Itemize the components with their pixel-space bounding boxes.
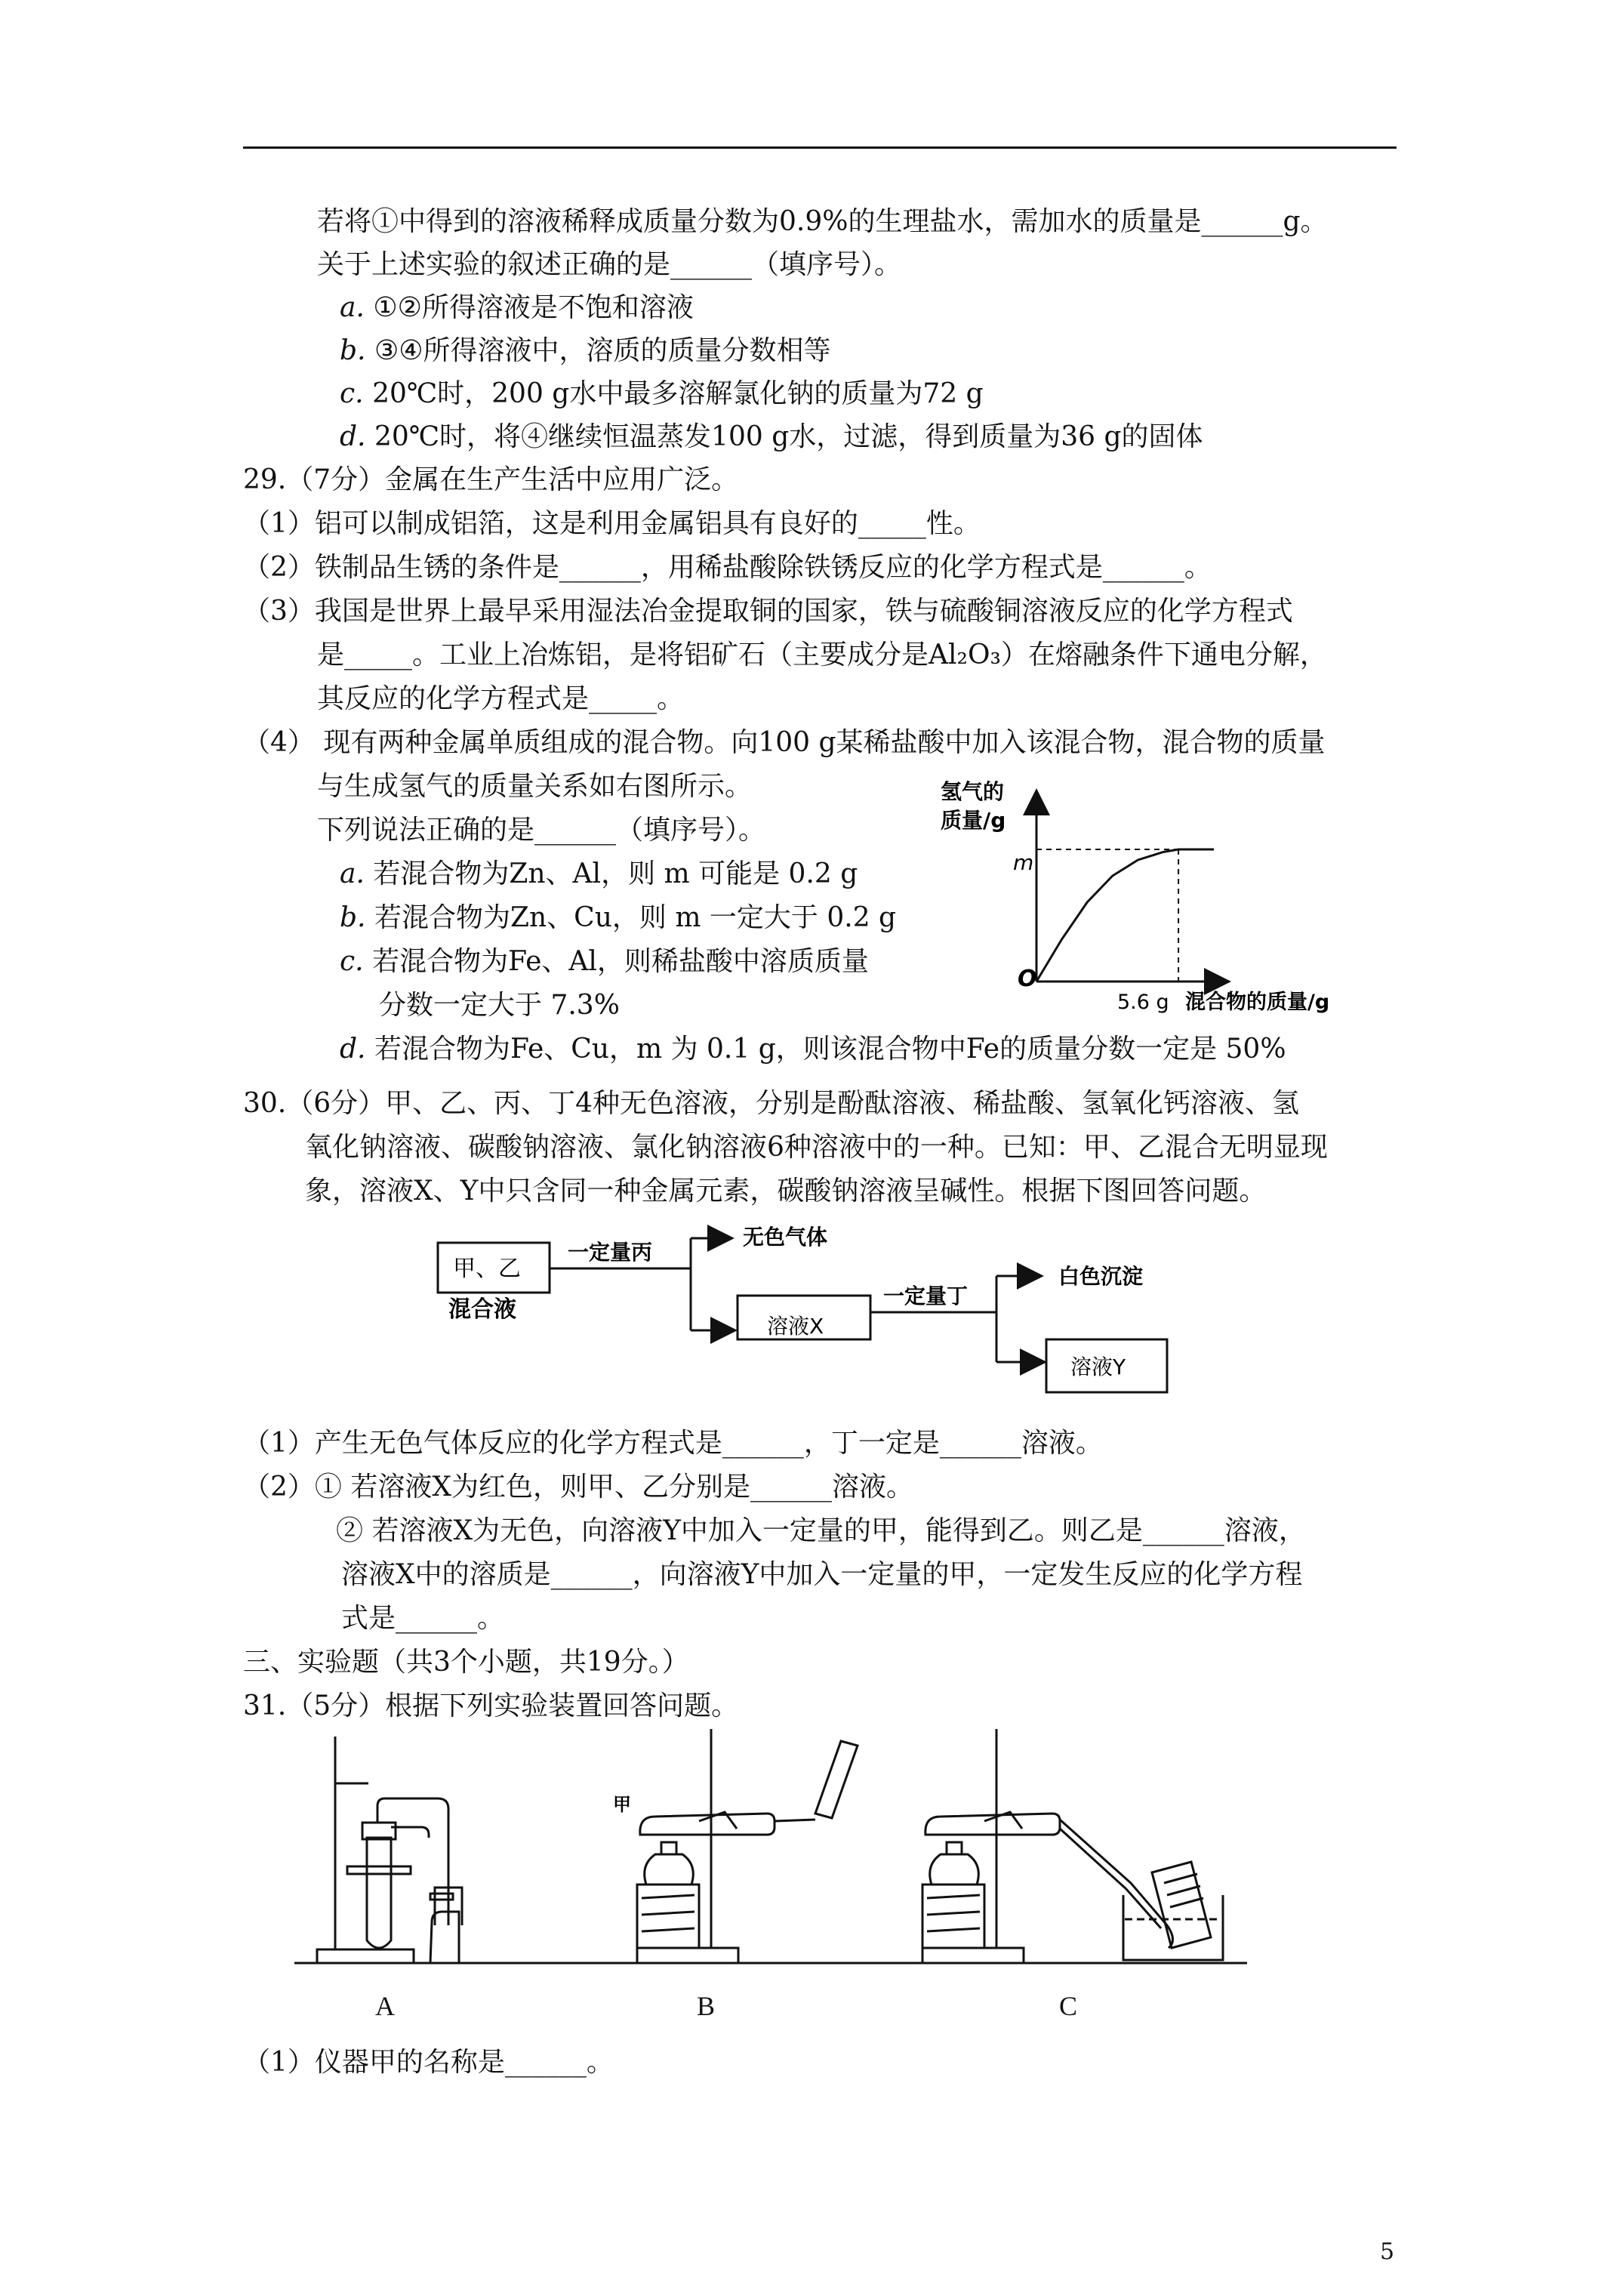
q29-part-3a: （3）我国是世界上最早采用湿法冶金提取铜的国家，铁与硫酸铜溶液反应的化学方程式 [243,596,1293,627]
option-text: 若混合物为Zn、Al，则 m 可能是 0.2 g [373,858,858,889]
cont-line-1: 若将①中得到的溶液稀释成质量分数为0.9%的生理盐水，需加水的质量是______g。 [317,206,1328,237]
solution-x-label: 溶液X [767,1314,824,1339]
q30-line-2: 氧化钠溶液、碳酸钠溶液、氯化钠溶液6种溶液中的一种。已知：甲、乙混合无明显现 [305,1132,1328,1163]
hydrogen-mass-chart [929,770,1397,1027]
q29-option-a [340,858,858,891]
option-text: 若混合物为Fe、Al，则稀盐酸中溶质质量 [372,946,869,977]
option-text: ③④所得溶液中，溶质的质量分数相等 [374,335,831,366]
section-3-heading: 三、实验题（共3个小题，共19分。） [243,1647,689,1678]
cont-option-b [340,334,831,368]
q29-stem: 29.（7分）金属在生产生活中应用广泛。 [243,464,739,495]
q29-part-3b: 是_____。工业上冶炼铝，是将铝矿石（主要成分是Al₂O₃）在熔融条件下通电分解， [317,639,1327,670]
cont-option-d [340,421,1203,454]
page-number: 5 [1380,2239,1395,2265]
jia-label: 甲 [613,1794,631,1815]
option-text: 20℃时，200 g水中最多溶解氯化钠的质量为72 g [372,378,984,409]
x-mark-label: 5.6 g [1117,991,1169,1014]
cont-option-c [340,378,984,411]
gas-label: 无色气体 [743,1225,828,1250]
q29-option-c-cont: 分数一定大于 7.3% [379,990,620,1021]
option-letter: a. [340,858,365,889]
header-rule [243,146,1397,149]
option-text: ①②所得溶液是不饱和溶液 [373,292,694,323]
cont-option-a [340,291,694,325]
lab-apparatus-figure [287,1721,1268,1978]
option-text: 20℃时，将④继续恒温蒸发100 g水，过滤，得到质量为36 g的固体 [374,421,1203,452]
q31-stem: 31.（5分）根据下列实验装置回答问题。 [243,1690,739,1721]
mix-box-sublabel: 混合液 [448,1296,516,1323]
option-letter: d. [340,421,366,452]
q30-part-2c: 溶液X中的溶质是______，向溶液Y中加入一定量的甲，一定发生反应的化学方程 [341,1559,1303,1590]
q29-option-c [340,945,869,978]
option-letter: c. [340,378,364,409]
q29-part-4b: 与生成氢气的质量关系如右图所示。 [317,771,753,802]
q29-option-d [340,1033,1286,1066]
precipitate-label: 白色沉淀 [1058,1264,1144,1289]
q29-part-2: （2）铁制品生锈的条件是______，用稀盐酸除铁锈反应的化学方程式是______。 [243,552,1212,583]
solution-y-label: 溶液Y [1070,1354,1126,1379]
q30-part-1: （1）产生无色气体反应的化学方程式是______，丁一定是______溶液。 [243,1428,1103,1459]
q30-line-3: 象，溶液X、Y中只含同一种金属元素，碳酸钠溶液呈碱性。根据下图回答问题。 [305,1176,1267,1207]
option-letter: c. [340,946,364,977]
q29-option-b [340,901,896,935]
option-letter: b. [340,335,366,366]
q30-part-2d: 式是______。 [341,1603,505,1634]
q30-line-1: 30.（6分）甲、乙、丙、丁4种无色溶液，分别是酚酞溶液、稀盐酸、氢氧化钙溶液、氢 [243,1088,1300,1119]
x-axis-label: 混合物的质量/g [1185,991,1330,1014]
apparatus-c [922,1729,1223,1963]
option-letter: a. [340,292,365,323]
reaction-flow-diagram [430,1216,1185,1404]
apparatus-b [637,1729,858,1963]
mix-box-label: 甲、乙 [453,1256,521,1282]
y-axis-label-1: 氢气的 [941,779,1005,804]
q30-part-2b: ② 若溶液X为无色，向溶液Y中加入一定量的甲，能得到乙。则乙是______溶液， [336,1515,1306,1546]
option-letter: b. [340,902,366,933]
y-axis-label-2: 质量/g [941,808,1006,833]
apparatus-label-b: B [697,1991,716,2021]
cont-line-2: 关于上述实验的叙述正确的是______（填序号）。 [317,249,902,280]
option-letter: d. [340,1034,366,1065]
q31-part-1: （1）仪器甲的名称是______。 [243,2047,614,2078]
apparatus-label-c: C [1059,1991,1078,2021]
option-text: 若混合物为Fe、Cu，m 为 0.1 g，则该混合物中Fe的质量分数一定是 50% [374,1034,1286,1065]
q30-part-2a: （2）① 若溶液X为红色，则甲、乙分别是______溶液。 [243,1472,913,1502]
option-text: 若混合物为Zn、Cu，则 m 一定大于 0.2 g [374,902,897,933]
q29-part-4a: （4） 现有两种金属单质组成的混合物。向100 g某稀盐酸中加入该混合物，混合物的质量 [243,727,1326,758]
apparatus-a [317,1737,462,1963]
hydrogen-series-line [1036,849,1214,982]
q29-part-4c: 下列说法正确的是______（填序号）。 [317,815,766,846]
apparatus-label-a: A [375,1991,395,2021]
y-mark-label: m [1013,850,1034,875]
q29-part-1: （1）铝可以制成铝箔，这是利用金属铝具有良好的_____性。 [243,508,981,539]
arrow-label-ding: 一定量丁 [883,1284,969,1308]
origin-label: O [1018,966,1037,992]
arrow-label-bing: 一定量丙 [568,1240,653,1265]
q29-part-3c: 其反应的化学方程式是_____。 [317,683,685,714]
